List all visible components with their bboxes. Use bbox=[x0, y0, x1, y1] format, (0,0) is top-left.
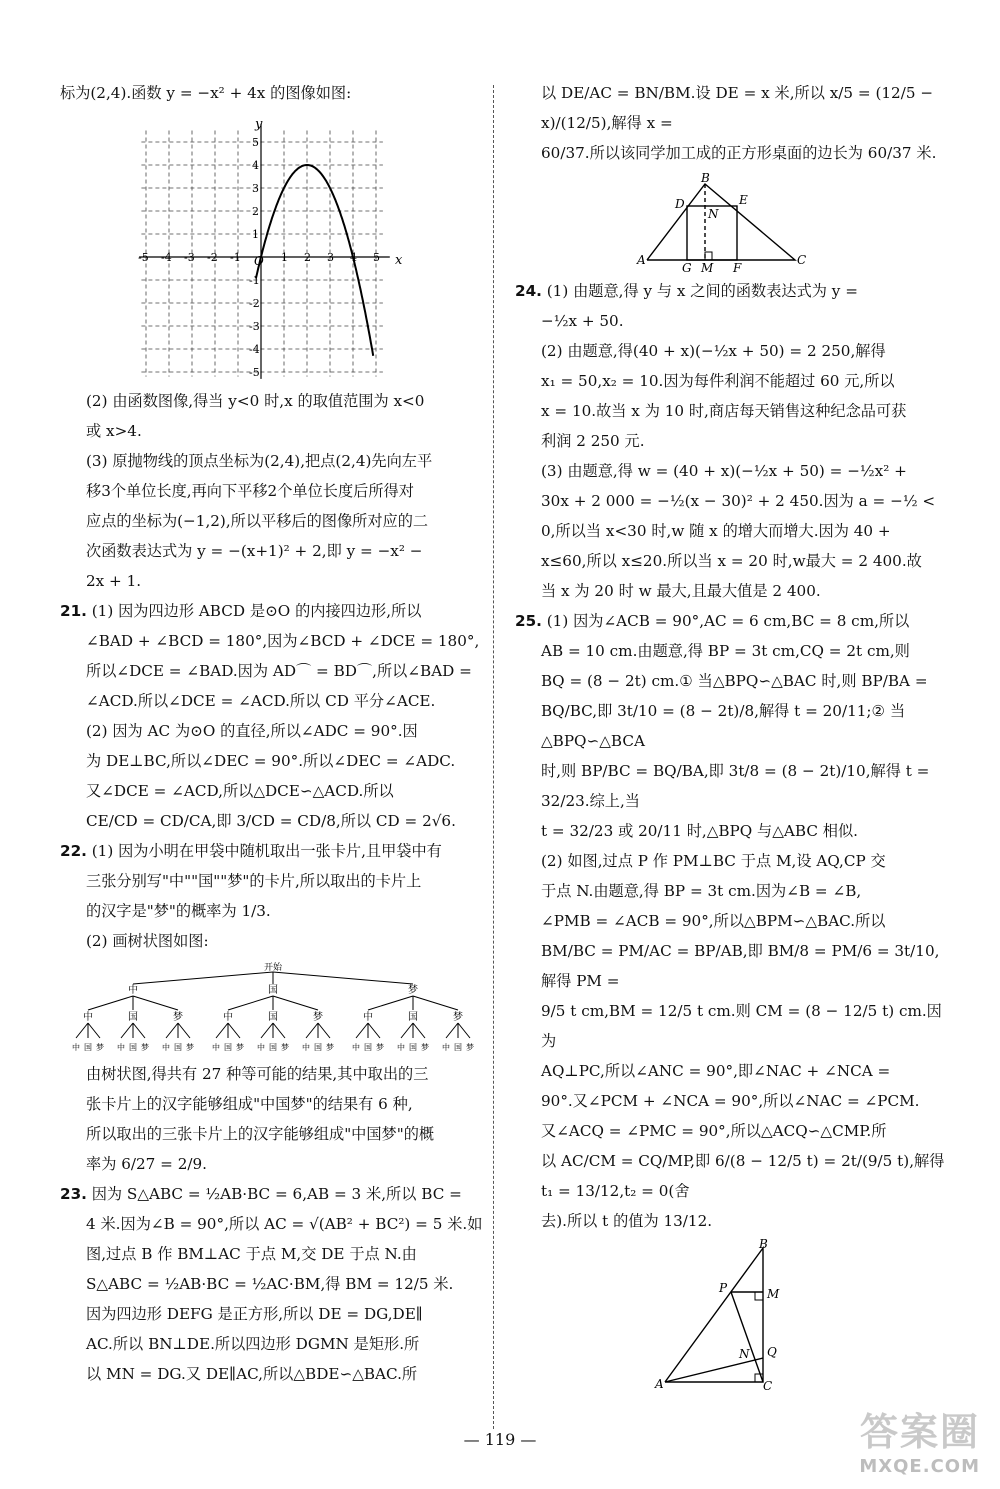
label-F: F bbox=[733, 261, 742, 275]
tree-node-label: 国 bbox=[408, 1043, 417, 1052]
tree-node-label: 中 bbox=[396, 1043, 405, 1052]
question-number: 23. bbox=[60, 1185, 87, 1203]
x-tick-label: 1 bbox=[280, 251, 288, 264]
tree-branch bbox=[261, 1023, 273, 1038]
x-tick-label: -1 bbox=[229, 251, 241, 264]
question-number: 21. bbox=[60, 602, 87, 620]
tree-branch bbox=[88, 996, 133, 1010]
tree-node-label: 梦 bbox=[280, 1043, 289, 1052]
tree-node-label: 国 bbox=[128, 1043, 137, 1052]
parabola-graph bbox=[137, 112, 403, 382]
text-line: 次函数表达式为 y = −(x+1)² + 2,即 y = −x² − bbox=[86, 542, 423, 560]
question-21-line: 21. (1) 因为四边形 ABCD 是⊙O 的内接四边形,所以 bbox=[60, 602, 422, 620]
text-line: 2x + 1. bbox=[86, 572, 142, 590]
text-line: 三张分别写"中""国""梦"的卡片,所以取出的卡片上 bbox=[86, 872, 422, 890]
tree-branch bbox=[401, 1023, 413, 1038]
label-Q: Q bbox=[767, 1345, 777, 1359]
text-line: ∠BAD + ∠BCD = 180°,因为∠BCD + ∠DCE = 180°, bbox=[86, 632, 480, 650]
text-line: BM/BC = PM/AC = BP/AB,即 BM/8 = PM/6 = 3t/10,解得 PM = bbox=[541, 942, 940, 990]
x-tick-label: 3 bbox=[326, 251, 334, 264]
tree-node-label: 梦 bbox=[172, 1012, 183, 1023]
text-line: 图,过点 B 作 BM⊥AC 于点 M,交 DE 于点 N.由 bbox=[86, 1245, 417, 1263]
y-tick-label: -5 bbox=[248, 366, 260, 379]
tree-node-label: 中 bbox=[116, 1043, 125, 1052]
text-line: −½x + 50. bbox=[541, 312, 624, 330]
label-C: C bbox=[797, 253, 807, 267]
text-line: 又∠DCE = ∠ACD,所以△DCE∽△ACD.所以 bbox=[86, 782, 394, 800]
label-A: A bbox=[655, 1377, 664, 1391]
text-line: 利润 2 250 元. bbox=[541, 432, 645, 450]
tree-branch bbox=[356, 1023, 368, 1038]
text-line: 所以取出的三张卡片上的汉字能够组成"中国梦"的概 bbox=[86, 1125, 435, 1143]
text-line: S△ABC = ½AB·BC = ½AC·BM,得 BM = 12/5 米. bbox=[86, 1275, 454, 1293]
label-C: C bbox=[763, 1379, 773, 1393]
text-line: 9/5 t cm,BM = 12/5 t cm.则 CM = (8 − 12/5 t) cm.因为 bbox=[541, 1002, 942, 1050]
question-number: 24. bbox=[515, 282, 542, 300]
y-tick-label: 3 bbox=[251, 182, 259, 195]
text-line: 张卡片上的汉字能够组成"中国梦"的结果有 6 种, bbox=[86, 1095, 413, 1113]
tree-node-label: 梦 bbox=[375, 1043, 384, 1052]
tree-node-label: 中 bbox=[256, 1043, 265, 1052]
label-D: D bbox=[675, 197, 685, 211]
y-tick-label: 1 bbox=[251, 228, 259, 241]
y-tick-label: -1 bbox=[248, 274, 260, 287]
question-22-line: 22. (1) 因为小明在甲袋中随机取出一张卡片,且甲袋中有 bbox=[60, 842, 442, 860]
text-line: ∠ACD.所以∠DCE = ∠ACD.所以 CD 平分∠ACE. bbox=[86, 692, 436, 710]
text-line: 以 MN = DG.又 DE∥AC,所以△BDE∽△BAC.所 bbox=[86, 1365, 418, 1383]
text-line: BQ = (8 − 2t) cm.① 当△BPQ∽△BAC 时,则 BP/BA = bbox=[541, 672, 928, 690]
label-M: M bbox=[767, 1287, 780, 1301]
tree-node-label: 中 bbox=[301, 1043, 310, 1052]
text-line: 时,则 BP/BC = BQ/BA,即 3t/8 = (8 − 2t)/10,解得 t = 32/23.综上,当 bbox=[541, 762, 930, 810]
tree-node-label: 中 bbox=[127, 985, 138, 996]
axis-label-x: x bbox=[394, 253, 402, 268]
label-E: E bbox=[739, 193, 748, 207]
text-line: (2) 画树状图如图: bbox=[86, 932, 209, 950]
y-tick-label: -4 bbox=[248, 343, 260, 356]
text-line: x≤60,所以 x≤20.所以当 x = 20 时,w最大 = 2 400.故 bbox=[541, 552, 922, 570]
text-line: 以 DE/AC = BN/BM.设 DE = x 米,所以 x/5 = (12/5 − x)/(12/5),解得 x = bbox=[541, 84, 934, 132]
y-tick-label: 4 bbox=[251, 159, 259, 172]
tree-node-label: 中 bbox=[71, 1043, 80, 1052]
text-line: 30x + 2 000 = −½(x − 30)² + 2 450.因为 a = −½ < bbox=[541, 492, 936, 510]
text-line: t = 32/23 或 20/11 时,△BPQ 与△ABC 相似. bbox=[541, 822, 858, 840]
text-line: CE/CD = CD/CA,即 3/CD = CD/8,所以 CD = 2√6. bbox=[86, 812, 456, 830]
text-line: ∠PMB = ∠ACB = 90°,所以△BPM∽△BAC.所以 bbox=[541, 912, 886, 930]
y-tick-label: 5 bbox=[251, 136, 259, 149]
tree-node-label: 开始 bbox=[263, 963, 282, 973]
tree-node-label: 中 bbox=[351, 1043, 360, 1052]
tree-branch bbox=[216, 1023, 228, 1038]
tree-node-label: 国 bbox=[268, 1043, 277, 1052]
origin-label: O bbox=[253, 254, 264, 268]
y-tick-label: -3 bbox=[248, 320, 260, 333]
text-line: x = 10.故当 x 为 10 时,商店每天销售这种纪念品可获 bbox=[541, 402, 907, 420]
tree-node-label: 梦 bbox=[452, 1012, 463, 1023]
text-line: 又∠ACQ = ∠PMC = 90°,所以△ACQ∽△CMP.所 bbox=[541, 1122, 887, 1140]
tree-node-label: 国 bbox=[173, 1043, 182, 1052]
tree-branch bbox=[458, 1023, 470, 1038]
tree-node-label: 中 bbox=[211, 1043, 220, 1052]
text-line: 移3个单位长度,再向下平移2个单位长度后所得对 bbox=[86, 482, 414, 500]
tree-branch bbox=[76, 1023, 88, 1038]
tree-node-label: 梦 bbox=[325, 1043, 334, 1052]
tree-node-label: 国 bbox=[363, 1043, 372, 1052]
label-N: N bbox=[739, 1347, 750, 1361]
axis-label-y: y bbox=[254, 117, 262, 132]
tree-node-label: 国 bbox=[453, 1043, 462, 1052]
text-line: 为 DE⊥BC,所以∠DEC = 90°.所以∠DEC = ∠ADC. bbox=[86, 752, 456, 770]
tree-branch bbox=[306, 1023, 318, 1038]
text-line: 4 米.因为∠B = 90°,所以 AC = √(AB² + BC²) = 5 米.如 bbox=[86, 1215, 483, 1233]
question-24-line: 24. (1) 由题意,得 y 与 x 之间的函数表达式为 y = bbox=[515, 282, 858, 300]
tree-diagram bbox=[73, 960, 473, 1055]
text-line: (2) 由题意,得(40 + x)(−½x + 50) = 2 250,解得 bbox=[541, 342, 886, 360]
tree-node-label: 中 bbox=[161, 1043, 170, 1052]
text-line: 或 x>4. bbox=[86, 422, 142, 440]
text-line: (2) 因为 AC 为⊙O 的直径,所以∠ADC = 90°.因 bbox=[86, 722, 418, 740]
tree-branch bbox=[318, 1023, 330, 1038]
tree-branch bbox=[413, 1023, 425, 1038]
tree-node-label: 中 bbox=[441, 1043, 450, 1052]
tree-node-label: 梦 bbox=[185, 1043, 194, 1052]
square-table-figure bbox=[635, 171, 825, 275]
text-line: (2) 由函数图像,得当 y<0 时,x 的取值范围为 x<0 bbox=[86, 392, 425, 410]
tree-node-label: 中 bbox=[82, 1012, 93, 1023]
x-tick-label: 2 bbox=[303, 251, 311, 264]
y-tick-label: 2 bbox=[251, 205, 259, 218]
tree-node-label: 国 bbox=[313, 1043, 322, 1052]
label-M: M bbox=[701, 261, 714, 275]
tree-branch bbox=[178, 1023, 190, 1038]
watermark-site: MXQE.COM bbox=[859, 1456, 980, 1477]
tree-branch bbox=[228, 996, 273, 1010]
question-number: 22. bbox=[60, 842, 87, 860]
tree-node-label: 国 bbox=[267, 1012, 278, 1023]
text-line: 标为(2,4).函数 y = −x² + 4x 的图像如图: bbox=[60, 84, 352, 102]
tree-node-label: 梦 bbox=[140, 1043, 149, 1052]
text-line: 所以∠DCE = ∠BAD.因为 AD⌒ = BD⌒,所以∠BAD = bbox=[86, 662, 472, 680]
tree-node-label: 国 bbox=[267, 985, 278, 996]
x-tick-label: -4 bbox=[160, 251, 172, 264]
y-tick-label: -2 bbox=[248, 297, 260, 310]
tree-node-label: 国 bbox=[407, 1012, 418, 1023]
text-line: 率为 6/27 = 2/9. bbox=[86, 1155, 207, 1173]
tree-branch bbox=[166, 1023, 178, 1038]
tree-branch bbox=[273, 996, 318, 1010]
tree-node-label: 国 bbox=[223, 1043, 232, 1052]
tree-node-label: 梦 bbox=[465, 1043, 474, 1052]
watermark-main: 答案圈 bbox=[859, 1410, 980, 1454]
tree-node-label: 梦 bbox=[407, 985, 418, 996]
text-line: 因为四边形 DEFG 是正方形,所以 DE = DG,DE∥ bbox=[86, 1305, 423, 1323]
text-line: AC.所以 BN⊥DE.所以四边形 DGMN 是矩形.所 bbox=[86, 1335, 420, 1353]
text-line: 由树状图,得共有 27 种等可能的结果,其中取出的三 bbox=[86, 1065, 429, 1083]
tree-node-label: 中 bbox=[222, 1012, 233, 1023]
x-tick-label: 5 bbox=[372, 251, 380, 264]
tree-branch bbox=[368, 1023, 380, 1038]
tree-node-label: 梦 bbox=[95, 1043, 104, 1052]
text-line: x₁ = 50,x₂ = 10.因为每件利润不能超过 60 元,所以 bbox=[541, 372, 895, 390]
tree-branch bbox=[121, 1023, 133, 1038]
tree-node-label: 梦 bbox=[420, 1043, 429, 1052]
tree-branch bbox=[88, 1023, 100, 1038]
label-A: A bbox=[637, 253, 646, 267]
watermark bbox=[810, 1401, 980, 1477]
x-tick-label: -3 bbox=[183, 251, 195, 264]
tree-branch bbox=[228, 1023, 240, 1038]
text-line: 当 x 为 20 时 w 最大,且最大值是 2 400. bbox=[541, 582, 821, 600]
x-tick-label: 4 bbox=[349, 251, 357, 264]
tree-branch bbox=[133, 972, 273, 984]
text-line: 去).所以 t 的值为 13/12. bbox=[541, 1212, 713, 1230]
left-column bbox=[60, 78, 485, 1389]
tree-node-label: 国 bbox=[127, 1012, 138, 1023]
x-tick-label: -5 bbox=[137, 251, 149, 264]
text-line: 以 AC/CM = CQ/MP,即 6/(8 − 12/5 t) = 2t/(9/5 t),解得 t₁ = 13/12,t₂ = 0(舍 bbox=[541, 1152, 945, 1200]
text-line: 应点的坐标为(−1,2),所以平移后的图像所对应的二 bbox=[86, 512, 429, 530]
text-line: 于点 N.由题意,得 BP = 3t cm.因为∠B = ∠B, bbox=[541, 882, 862, 900]
text-line: 60/37.所以该同学加工成的正方形桌面的边长为 60/37 米. bbox=[541, 144, 937, 162]
column-divider bbox=[493, 85, 494, 1429]
text-line: 0,所以当 x<30 时,w 随 x 的增大而增大.因为 40 + bbox=[541, 522, 891, 540]
question-25-line: 25. (1) 因为∠ACB = 90°,AC = 6 cm,BC = 8 cm,所以 bbox=[515, 612, 910, 630]
tree-branch bbox=[413, 996, 458, 1010]
tree-node-label: 国 bbox=[83, 1043, 92, 1052]
tree-node-label: 梦 bbox=[312, 1012, 323, 1023]
tree-branch bbox=[273, 972, 413, 984]
tree-branch bbox=[133, 996, 178, 1010]
label-B: B bbox=[701, 171, 710, 185]
label-N: N bbox=[708, 207, 719, 221]
text-line: (3) 原抛物线的顶点坐标为(2,4),把点(2,4)先向左平 bbox=[86, 452, 433, 470]
label-P: P bbox=[719, 1281, 728, 1295]
tree-branch bbox=[273, 1023, 285, 1038]
text-line: BQ/BC,即 3t/10 = (8 − 2t)/8,解得 t = 20/11;② 当△BPQ∽△BCA bbox=[541, 702, 906, 750]
question-number: 25. bbox=[515, 612, 542, 630]
tree-branch bbox=[446, 1023, 458, 1038]
text-line: AQ⊥PC,所以∠ANC = 90°,即∠NAC + ∠NCA = bbox=[541, 1062, 891, 1080]
tree-branch bbox=[133, 1023, 145, 1038]
text-line: AB = 10 cm.由题意,得 BP = 3t cm,CQ = 2t cm,则 bbox=[541, 642, 910, 660]
tree-node-label: 梦 bbox=[235, 1043, 244, 1052]
text-line: (3) 由题意,得 w = (40 + x)(−½x + 50) = −½x² + bbox=[541, 462, 907, 480]
right-column bbox=[515, 78, 945, 1394]
label-G: G bbox=[682, 261, 692, 275]
text-line: 的汉字是"梦"的概率为 1/3. bbox=[86, 902, 271, 920]
tree-branch bbox=[368, 996, 413, 1010]
triangle-figure bbox=[655, 1237, 805, 1393]
question-23-line: 23. 因为 S△ABC = ½AB·BC = 6,AB = 3 米,所以 BC = bbox=[60, 1185, 462, 1203]
page-number: — 119 — bbox=[463, 1430, 537, 1449]
label-B: B bbox=[759, 1237, 768, 1251]
text-line: 90°.又∠PCM + ∠NCA = 90°,所以∠NAC = ∠PCM. bbox=[541, 1092, 920, 1110]
text-line: (2) 如图,过点 P 作 PM⊥BC 于点 M,设 AQ,CP 交 bbox=[541, 852, 886, 870]
tree-node-label: 中 bbox=[362, 1012, 373, 1023]
x-tick-label: -2 bbox=[206, 251, 218, 264]
